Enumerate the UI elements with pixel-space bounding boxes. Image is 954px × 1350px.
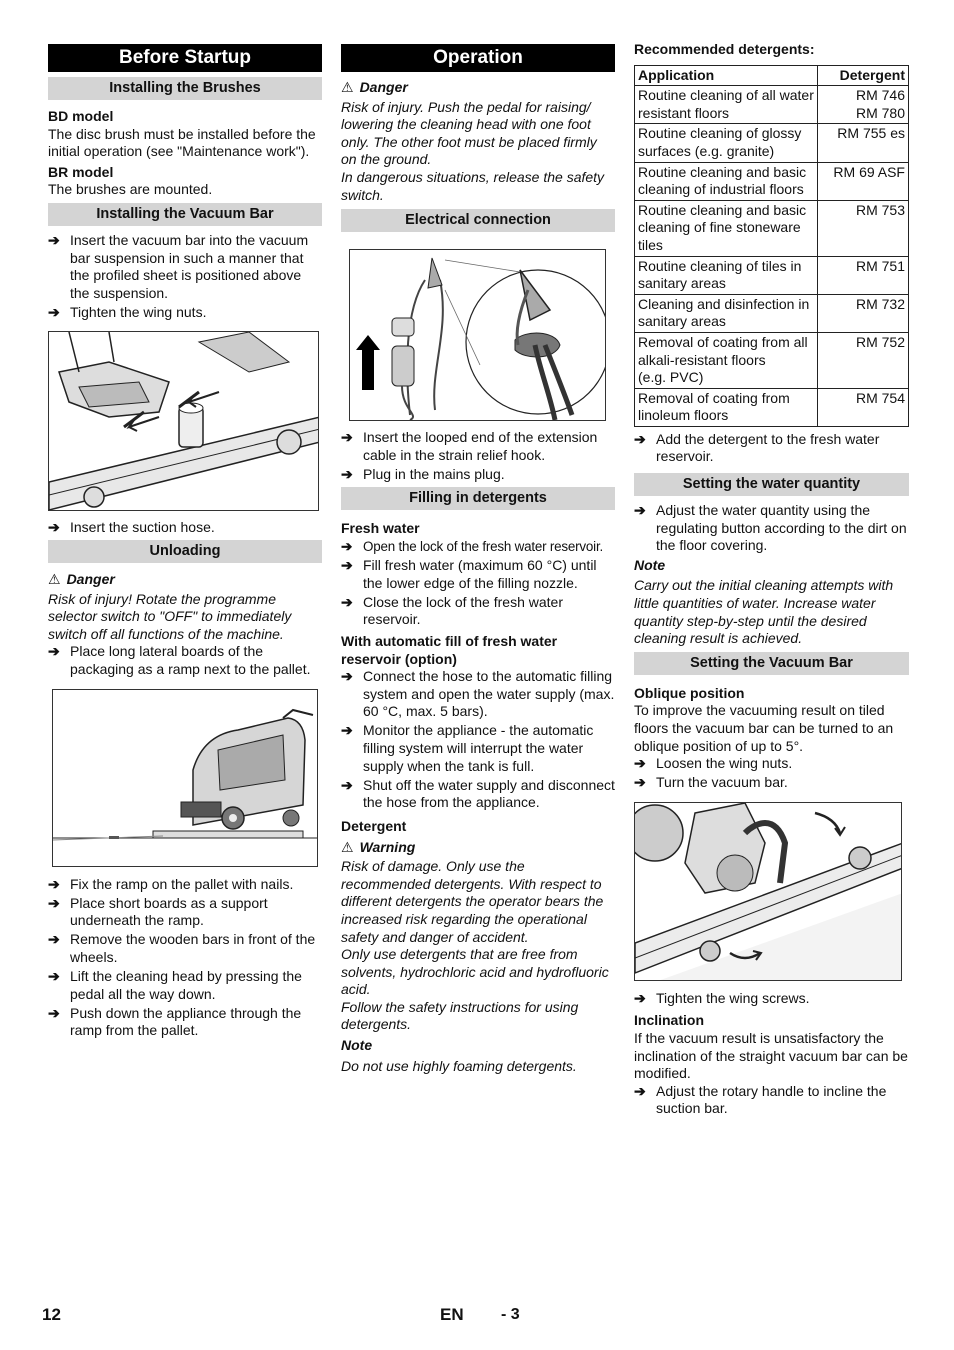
label-automatic-fill: With automatic fill of fresh water reservoir (option) (341, 633, 558, 667)
language-code: EN (440, 1305, 464, 1324)
list-item: ➔ Connect the hose to the automatic filling system and open the water supply (max. 60 °C, max. 5 bars). (341, 668, 615, 720)
table-row (635, 86, 909, 124)
arrow-icon: ➔ (341, 429, 353, 446)
cell-application: Cleaning and disinfection in sanitary areas (635, 294, 818, 332)
cell-detergent: RM 746 RM 780 (818, 86, 909, 124)
cell-application: Removal of coating from linoleum floors (635, 388, 818, 426)
note-label: Note (634, 556, 666, 573)
note-text-foaming: Do not use highly foaming detergents. (341, 1057, 577, 1074)
label-fresh-water: Fresh water (341, 520, 420, 537)
list-item: ➔ Tighten the wing screws. (634, 989, 810, 1006)
cell-detergent: RM 751 (818, 256, 909, 294)
arrow-icon: ➔ (48, 231, 60, 248)
list-item: ➔ Plug in the mains plug. (341, 465, 505, 482)
table-row (635, 124, 909, 162)
cell-detergent: RM 752 (818, 332, 909, 388)
arrow-icon: ➔ (48, 643, 60, 660)
list-item: ➔ Place long lateral boards of the packaging as a ramp next to the pallet. (48, 643, 311, 677)
danger-text-operation: Risk of injury. Push the pedal for raising/ lowering the cleaning head with one foot only. The other foot must be placed firmly on the ground. (341, 98, 597, 168)
danger-icon: ⚠ (341, 79, 354, 95)
warning-text-1: Risk of damage. Only use the recommended detergents. With respect to different detergents the operator bears the increased risk regarding the operational safety and danger of accident. (341, 858, 604, 945)
table-row (635, 388, 909, 426)
danger-icon: ⚠ (48, 571, 61, 588)
cell-application: Removal of coating from all alkali-resistant floors (e.g. PVC) (635, 332, 818, 388)
figure-vacuum-bar-installation (48, 331, 319, 511)
column-detergents-settings (634, 41, 909, 1120)
heading-installing-vacuum-bar: Installing the Vacuum Bar (48, 203, 322, 226)
label-oblique-position: Oblique position (634, 684, 745, 701)
cell-detergent: RM 69 ASF (818, 162, 909, 200)
warning-text-2: Only use detergents that are free from solvents, hydrochloric acid and hydrofluoric acid. (341, 946, 609, 998)
list-item: ➔ Turn the vacuum bar. (634, 774, 788, 791)
arrow-icon: ➔ (341, 593, 353, 610)
table-row (635, 294, 909, 332)
list-item: ➔ Remove the wooden bars in front of the wheels. (48, 931, 316, 965)
list-item: ➔ Place short boards as a support underneath the ramp. (48, 894, 268, 929)
heading-water-quantity: Setting the water quantity (634, 473, 909, 496)
column-header-detergent: Detergent (818, 65, 909, 86)
text-inclination: If the vacuum result is unsatisfactory the inclination of the straight vacuum bar can be modified. (634, 1030, 908, 1082)
table-row (635, 200, 909, 256)
text-bd-model: The disc brush must be installed before the initial operation (see "Maintenance work"). (48, 125, 316, 160)
arrow-icon: ➔ (48, 875, 60, 892)
list-item: ➔ Fix the ramp on the pallet with nails. (48, 875, 294, 892)
arrow-icon: ➔ (48, 303, 60, 320)
list-item: ➔ Push down the appliance through the ramp from the pallet. (48, 1004, 302, 1039)
list-item: ➔ Close the lock of the fresh water reservoir. (341, 593, 563, 628)
detergent-table (634, 65, 909, 427)
list-item: ➔ Adjust the water quantity using the regulating button according to the dirt on the floor covering. (634, 502, 907, 554)
arrow-icon: ➔ (341, 722, 353, 739)
danger-text-unloading: Risk of injury! Rotate the programme selector switch to "OFF" to immediately switch off all functions of the machine. (48, 590, 292, 642)
warning-label: ⚠ Warning (341, 838, 416, 855)
arrow-icon: ➔ (341, 668, 353, 685)
warning-icon: ⚠ (341, 838, 354, 855)
cell-application: Routine cleaning of tiles in sanitary areas (635, 256, 818, 294)
danger-label: ⚠ Danger (48, 571, 115, 588)
section-title-operation: Operation (341, 44, 615, 72)
cell-detergent: RM 754 (818, 388, 909, 426)
cell-detergent: RM 753 (818, 200, 909, 256)
warning-text-3: Follow the safety instructions for using detergents. (341, 998, 579, 1033)
label-bd-model: BD model (48, 108, 114, 124)
table-row (635, 162, 909, 200)
arrow-icon: ➔ (634, 989, 646, 1006)
page-number: 12 (42, 1305, 61, 1324)
list-item: ➔ Insert the vacuum bar into the vacuum bar suspension in such a manner that the profiled sheet is positioned above the suspension. (48, 231, 309, 301)
text-br-model: The brushes are mounted. (48, 181, 213, 198)
arrow-icon: ➔ (48, 1004, 60, 1021)
figure-electrical-connection (349, 249, 606, 421)
heading-installing-brushes: Installing the Brushes (48, 77, 322, 100)
cell-application: Routine cleaning and basic cleaning of industrial floors (635, 162, 818, 200)
label-br-model: BR model (48, 163, 114, 180)
cell-detergent: RM 732 (818, 294, 909, 332)
label-detergent: Detergent (341, 817, 407, 834)
arrow-icon: ➔ (48, 894, 60, 911)
list-item: ➔ Open the lock of the fresh water reservoir. (341, 539, 603, 555)
cell-application: Routine cleaning of all water resistant floors (635, 86, 818, 124)
danger-label: ⚠ Danger (341, 79, 408, 95)
arrow-icon: ➔ (341, 557, 353, 574)
arrow-icon: ➔ (634, 502, 646, 519)
table-row (635, 256, 909, 294)
arrow-icon: ➔ (341, 539, 353, 555)
heading-unloading: Unloading (48, 540, 322, 563)
list-item: ➔ Insert the looped end of the extension cable in the strain relief hook. (341, 429, 598, 463)
column-before-startup (48, 44, 322, 1041)
note-label: Note (341, 1037, 373, 1054)
list-item: ➔ Adjust the rotary handle to incline the suction bar. (634, 1082, 887, 1117)
cell-application: Routine cleaning of glossy surfaces (e.g. granite) (635, 124, 818, 162)
figure-unloading-ramp (52, 689, 318, 867)
table-header-row (635, 65, 909, 86)
page-sub-number: - 3 (501, 1306, 520, 1323)
heading-setting-vacuum-bar: Setting the Vacuum Bar (634, 652, 909, 675)
figure-vacuum-bar-oblique (634, 802, 902, 981)
list-item: ➔ Lift the cleaning head by pressing the pedal all the way down. (48, 968, 302, 1002)
column-header-application: Application (635, 65, 818, 86)
arrow-icon: ➔ (48, 931, 60, 948)
vacuum-bar-steps (48, 232, 322, 321)
list-item: ➔ Tighten the wing nuts. (48, 303, 207, 320)
list-item: ➔ Add the detergent to the fresh water reservoir. (634, 430, 880, 465)
list-item: ➔ Fill fresh water (maximum 60 °C) until the lower edge of the filling nozzle. (341, 557, 597, 591)
label-recommended-detergents: Recommended detergents: (634, 41, 815, 57)
list-item: ➔ Insert the suction hose. (48, 519, 215, 536)
list-item: ➔ Shut off the water supply and disconnect the hose from the appliance. (341, 776, 615, 811)
heading-electrical-connection: Electrical connection (341, 209, 615, 232)
arrow-icon: ➔ (341, 465, 353, 482)
arrow-icon: ➔ (634, 774, 646, 791)
arrow-icon: ➔ (634, 1082, 646, 1099)
cell-detergent: RM 755 es (818, 124, 909, 162)
text-oblique-position: To improve the vacuuming result on tiled floors the vacuum bar can be turned to an oblique position of up to 5°. (634, 702, 894, 754)
label-inclination: Inclination (634, 1012, 704, 1029)
note-text-water: Carry out the initial cleaning attempts with little quantities of water. Increase water quantity step-by-step until the desired cleaning result is achieved. (634, 577, 894, 647)
cell-application: Routine cleaning and basic cleaning of fine stoneware tiles (635, 200, 818, 256)
list-item: ➔ Monitor the appliance - the automatic filling system will interrupt the water supply when the tank is full. (341, 722, 594, 774)
arrow-icon: ➔ (634, 430, 646, 447)
heading-filling-detergents: Filling in detergents (341, 487, 615, 510)
detergent-table-body (635, 86, 909, 427)
table-row (635, 332, 909, 388)
danger-text-operation-2: In dangerous situations, release the safety switch. (341, 168, 605, 203)
arrow-icon: ➔ (341, 776, 353, 793)
list-item: ➔ Loosen the wing nuts. (634, 755, 793, 772)
arrow-icon: ➔ (634, 755, 646, 772)
arrow-icon: ➔ (48, 968, 60, 985)
unloading-steps (48, 876, 322, 1040)
arrow-icon: ➔ (48, 519, 60, 536)
section-title-before-startup: Before Startup (48, 44, 322, 72)
column-operation (341, 44, 615, 1075)
